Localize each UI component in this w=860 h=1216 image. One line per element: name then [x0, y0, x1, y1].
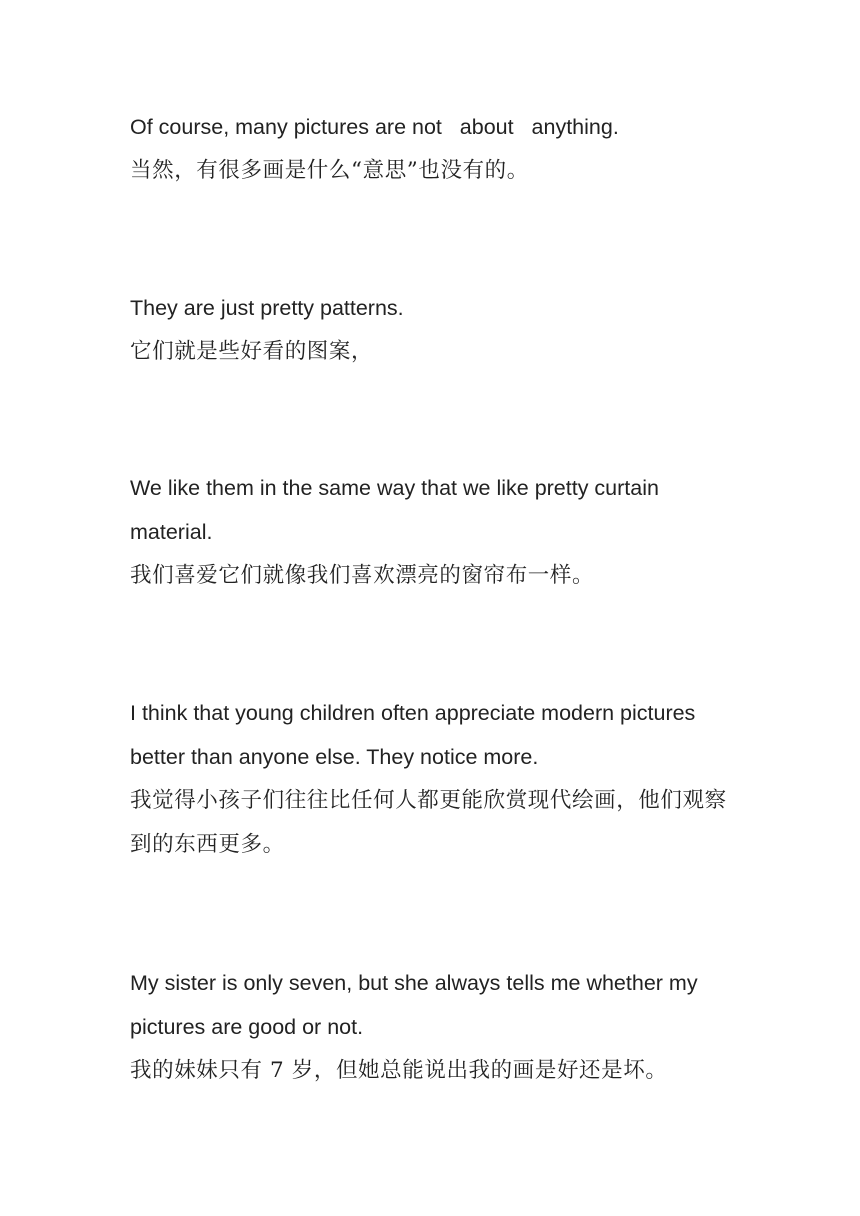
paragraph-3: [130, 466, 740, 598]
chinese-translation: 当然，有很多画是什么“意思”也没有的。: [130, 158, 529, 183]
english-sentence: My sister is only seven, but she always tells me whether my pictures are good or not.: [130, 971, 704, 1039]
english-sentence: We like them in the same way that we like pretty curtain material.: [130, 476, 665, 544]
english-sentence: Of course, many pictures are not about anything.: [130, 115, 619, 139]
paragraph-5: [130, 961, 740, 1093]
chinese-translation: 我们喜爱它们就像我们喜欢漂亮的窗帘布一样。: [130, 563, 595, 588]
english-sentence: I think that young children often appreciate modern pictures better than anyone else. They notice more.: [130, 701, 702, 769]
english-sentence: They are just pretty patterns.: [130, 296, 404, 320]
chinese-translation: 我的妹妹只有 7 岁，但她总能说出我的画是好还是坏。: [130, 1058, 668, 1083]
paragraph-2: [130, 286, 740, 374]
chinese-translation: 它们就是些好看的图案，: [130, 339, 374, 364]
chinese-translation: 我觉得小孩子们往往比任何人都更能欣赏现代绘画，他们观察到的东西更多。: [130, 788, 727, 857]
paragraph-1: [130, 105, 740, 193]
paragraph-4: [130, 691, 740, 867]
